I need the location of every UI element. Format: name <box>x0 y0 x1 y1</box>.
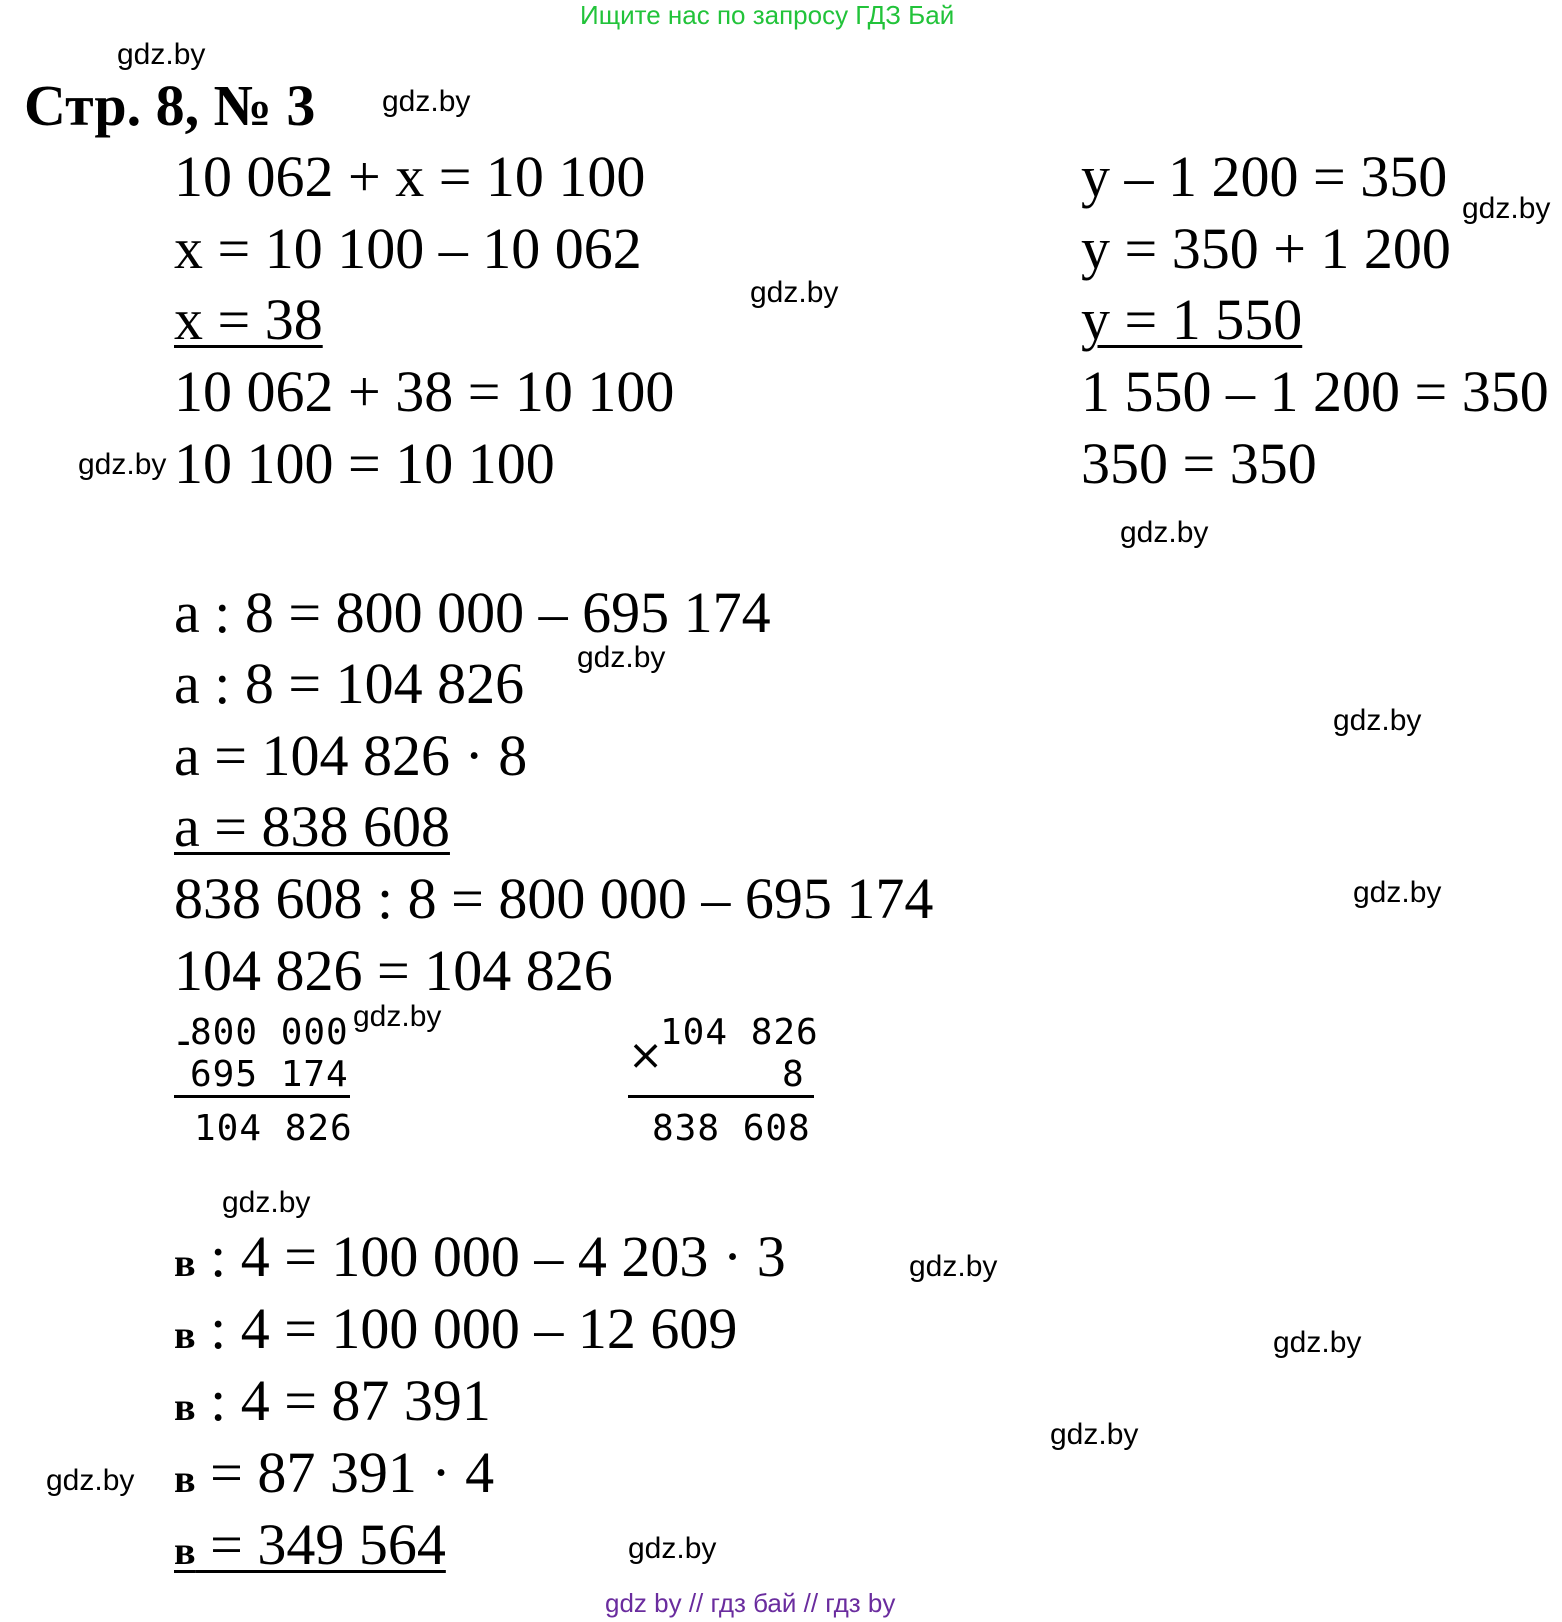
watermark: gdz.by <box>353 1000 442 1033</box>
column-result: 838 608 <box>652 1108 811 1149</box>
equation-line: 10 062 + x = 10 100 <box>174 144 646 209</box>
page-title: Стр. 8, № 3 <box>24 73 316 138</box>
equation-answer: x = 38 <box>174 287 323 352</box>
column-rule <box>174 1095 350 1098</box>
equation-answer: a = 838 608 <box>174 794 450 859</box>
minus-sign: - <box>177 1017 191 1062</box>
banner-text: Ищите нас по запросу ГДЗ Бай <box>580 0 955 30</box>
watermark: gdz.by <box>382 85 471 118</box>
column-bottom-number: 695 174 <box>190 1054 349 1095</box>
column-top-number: 104 826 <box>660 1012 819 1053</box>
watermark: gdz.by <box>117 38 206 71</box>
variable-v: в <box>174 1240 196 1285</box>
equation-line: a : 8 = 800 000 – 695 174 <box>174 580 771 645</box>
variable-v: в <box>174 1456 196 1501</box>
equation-line: a : 8 = 104 826 <box>174 651 525 716</box>
equation-line: y = 350 + 1 200 <box>1081 216 1451 281</box>
watermark: gdz.by <box>750 276 839 309</box>
equation-line: a = 104 826 · 8 <box>174 723 528 788</box>
equation-line: 838 608 : 8 = 800 000 – 695 174 <box>174 866 934 931</box>
watermark: gdz.by <box>1462 192 1551 225</box>
watermark: gdz.by <box>1120 516 1209 549</box>
watermark: gdz.by <box>46 1464 135 1497</box>
variable-v: в <box>174 1384 196 1429</box>
watermark: gdz.by <box>222 1186 311 1219</box>
times-sign: × <box>628 1030 664 1079</box>
equation-line: y – 1 200 = 350 <box>1081 144 1448 209</box>
equation-line: 350 = 350 <box>1081 431 1317 496</box>
watermark: gdz.by <box>909 1250 998 1283</box>
watermark: gdz.by <box>577 641 666 674</box>
equation-line: 104 826 = 104 826 <box>174 938 613 1003</box>
column-bottom-number: 8 <box>782 1054 805 1095</box>
watermark: gdz.by <box>1333 704 1422 737</box>
equation-line: x = 10 100 – 10 062 <box>174 216 642 281</box>
footer-links: gdz by // гдз бай // гдз by <box>605 1588 896 1618</box>
watermark: gdz.by <box>628 1532 717 1565</box>
equation-line: 10 100 = 10 100 <box>174 431 555 496</box>
column-top-number: 800 000 <box>190 1012 349 1053</box>
column-result: 104 826 <box>194 1108 353 1149</box>
variable-v: в <box>174 1528 196 1573</box>
watermark: gdz.by <box>78 448 167 481</box>
equation-line: в : 4 = 87 391 <box>174 1368 491 1433</box>
equation-line: в : 4 = 100 000 – 12 609 <box>174 1296 738 1361</box>
equation-answer: в = 349 564 <box>174 1512 446 1577</box>
column-rule <box>628 1095 814 1098</box>
equation-line: 10 062 + 38 = 10 100 <box>174 359 675 424</box>
equation-line: в : 4 = 100 000 – 4 203 · 3 <box>174 1224 786 1289</box>
equation-line: 1 550 – 1 200 = 350 <box>1081 359 1549 424</box>
watermark: gdz.by <box>1273 1326 1362 1359</box>
equation-line: в = 87 391 · 4 <box>174 1440 495 1505</box>
watermark: gdz.by <box>1050 1418 1139 1451</box>
variable-v: в <box>174 1312 196 1357</box>
watermark: gdz.by <box>1353 876 1442 909</box>
equation-answer: y = 1 550 <box>1081 287 1303 352</box>
